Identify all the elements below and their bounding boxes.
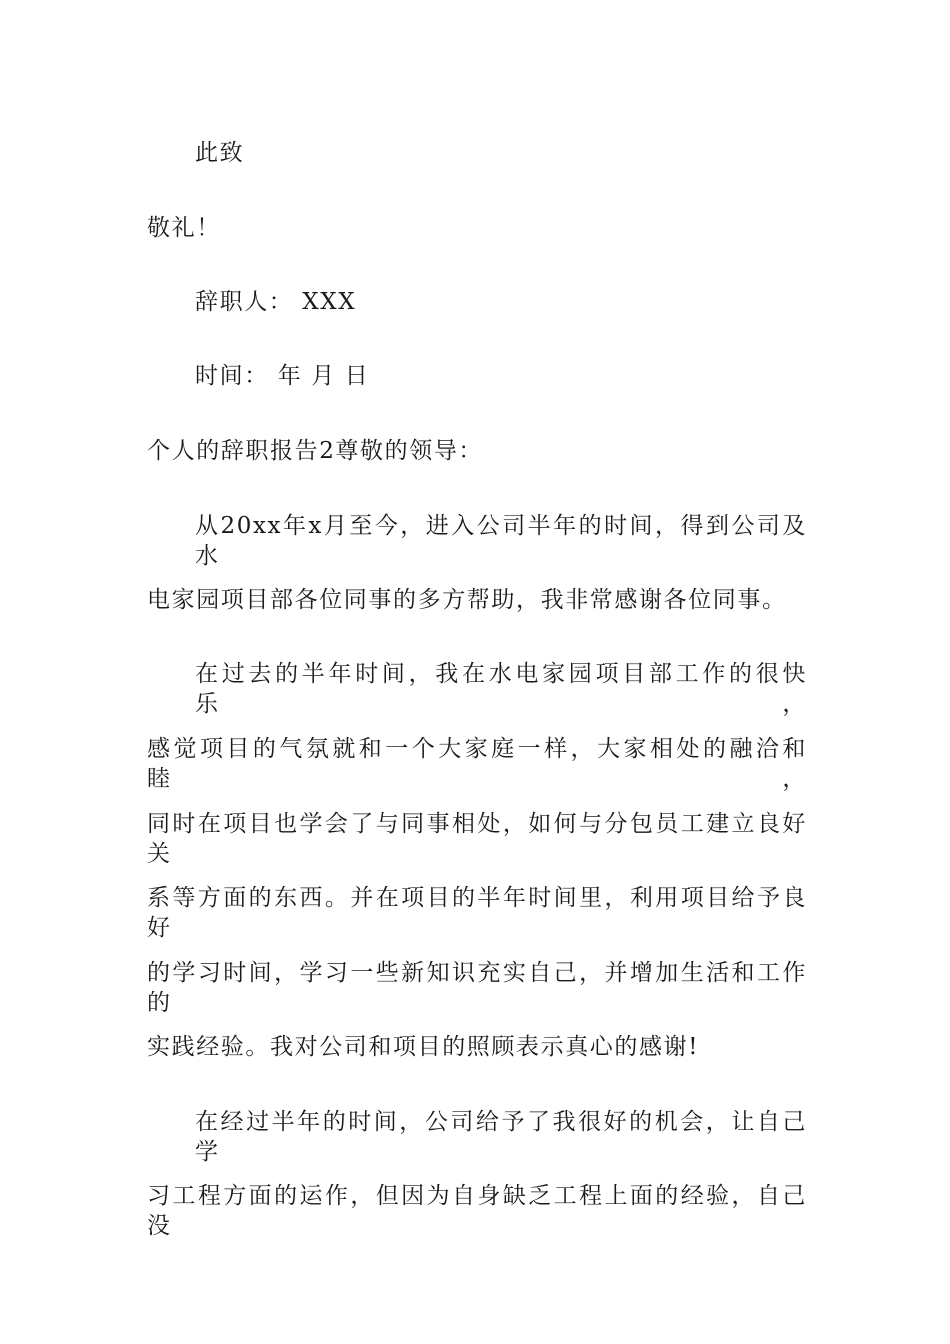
resigner-line: 辞职人： XXX — [195, 289, 357, 315]
body-line-5: 同时在项目也学会了与同事相处，如何与分包员工建立良好关 — [147, 811, 807, 867]
body-line-1: 从20xx年x月至今，进入公司半年的时间，得到公司及水 — [195, 513, 807, 569]
body-line-8: 实践经验。我对公司和项目的照顾表示真心的感谢! — [147, 1034, 700, 1060]
body-line-4: 感觉项目的气氛就和一个大家庭一样，大家相处的融洽和睦， — [147, 736, 807, 792]
report-heading: 个人的辞职报告2尊敬的领导： — [147, 438, 484, 464]
salutation-line-2: 敬礼！ — [147, 215, 221, 241]
body-line-6: 系等方面的东西。并在项目的半年时间里，利用项目给予良好 — [147, 885, 807, 941]
body-line-10: 习工程方面的运作，但因为自身缺乏工程上面的经验，自己没 — [147, 1183, 807, 1239]
body-line-3: 在过去的半年时间，我在水电家园项目部工作的很快乐， — [195, 661, 807, 717]
body-line-9: 在经过半年的时间，公司给予了我很好的机会，让自己学 — [195, 1109, 807, 1165]
salutation-line-1: 此致 — [195, 140, 245, 166]
body-line-2: 电家园项目部各位同事的多方帮助，我非常感谢各位同事。 — [147, 587, 787, 613]
date-line: 时间： 年 月 日 — [195, 363, 370, 389]
body-line-7: 的学习时间，学习一些新知识充实自己，并增加生活和工作的 — [147, 960, 807, 1016]
